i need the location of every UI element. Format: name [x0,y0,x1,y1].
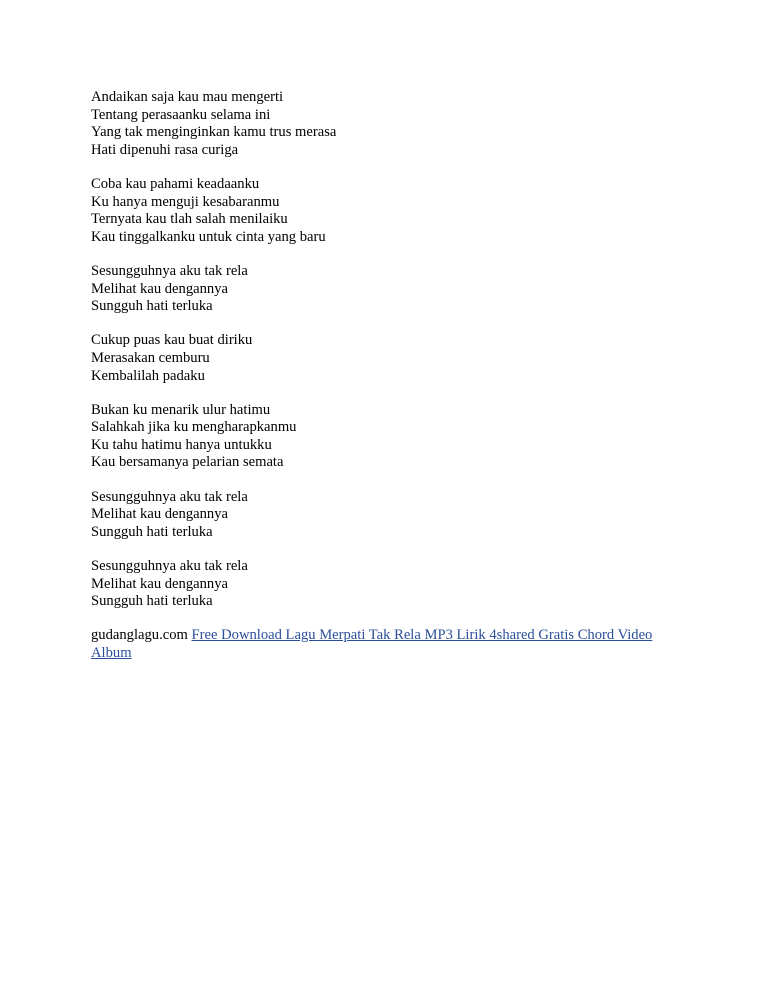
stanza-7 [91,558,691,611]
lyric-line: Sesungguhnya aku tak rela [91,558,248,575]
lyric-line: Merasakan cemburu [91,349,210,366]
lyric-line: Cukup puas kau buat diriku [91,332,253,349]
lyric-line: Melihat kau dengannya [91,506,228,523]
lyric-line: Ku hanya menguji kesabaranmu [91,193,280,210]
source-site: gudanglagu.com [91,627,188,644]
lyric-line: Kembalilah padaku [91,367,205,384]
lyric-line: Hati dipenuhi rasa curiga [91,141,239,158]
lyric-line: Ku tahu hatimu hanya untukku [91,436,272,453]
stanza-2 [91,176,691,246]
source-attribution [91,627,691,662]
lyric-line: Kau bersamanya pelarian semata [91,454,284,471]
lyric-line: Melihat kau dengannya [91,280,228,297]
stanza-5 [91,402,691,472]
lyrics-body [91,89,691,663]
lyric-line: Ternyata kau tlah salah menilaiku [91,211,288,228]
lyric-line: Melihat kau dengannya [91,575,228,592]
lyric-line: Bukan ku menarik ulur hatimu [91,401,271,418]
lyric-line: Andaikan saja kau mau mengerti [91,89,284,105]
lyric-line: Yang tak menginginkan kamu trus merasa [91,124,337,141]
lyric-line: Tentang perasaanku selama ini [91,106,271,123]
lyric-line: Sungguh hati terluka [91,523,213,540]
stanza-3 [91,263,691,316]
lyric-line: Sungguh hati terluka [91,593,213,610]
lyric-line: Coba kau pahami keadaanku [91,175,260,192]
download-link[interactable]: Free Download Lagu Merpati Tak Rela MP3 Lirik 4shared Gratis Chord Video Album [91,627,653,661]
lyric-line: Kau tinggalkanku untuk cinta yang baru [91,228,326,245]
lyric-line: Salahkah jika ku mengharapkanmu [91,419,297,436]
lyric-line: Sungguh hati terluka [91,298,213,315]
lyric-line: Sesungguhnya aku tak rela [91,488,248,505]
lyric-line: Sesungguhnya aku tak rela [91,262,248,279]
stanza-6 [91,489,691,542]
stanza-4 [91,332,691,385]
stanza-1 [91,89,691,159]
